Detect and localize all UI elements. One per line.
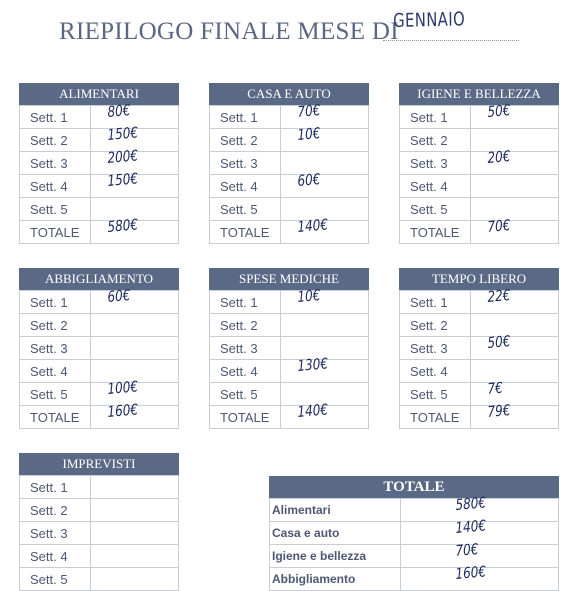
- table-row: [20, 383, 179, 406]
- week-table: [19, 475, 179, 591]
- row-value: 60€: [297, 170, 321, 190]
- total-label: TOTALE: [210, 406, 281, 429]
- total-value-cell[interactable]: [471, 401, 559, 429]
- total-value: 70€: [487, 216, 511, 236]
- row-label: Sett. 5: [400, 383, 471, 406]
- row-value-cell[interactable]: [281, 124, 369, 152]
- row-label: Sett. 3: [400, 337, 471, 360]
- block-casa-auto: [209, 83, 369, 244]
- table-row: [210, 152, 369, 175]
- total-label: TOTALE: [400, 221, 471, 244]
- table-row: [20, 129, 179, 152]
- row-value: 10€: [297, 124, 321, 144]
- table-row: [20, 106, 179, 129]
- row-label: Sett. 2: [400, 314, 471, 337]
- row-label: Sett. 5: [210, 198, 281, 221]
- table-row: [400, 360, 559, 383]
- row-label: Sett. 1: [400, 291, 471, 314]
- block-title: ABBIGLIAMENTO: [19, 268, 179, 290]
- total-value-cell[interactable]: [91, 215, 179, 244]
- summary-totale: [269, 476, 559, 591]
- row-value-cell[interactable]: [471, 147, 559, 175]
- summary-label: Abbigliamento: [270, 568, 401, 591]
- row-value-cell[interactable]: [91, 545, 179, 568]
- table-row: [210, 337, 369, 360]
- row-value: 50€: [487, 101, 511, 121]
- total-value: 79€: [487, 401, 511, 421]
- total-label: TOTALE: [20, 406, 91, 429]
- row-label: Sett. 1: [210, 106, 281, 129]
- week-table: [399, 286, 559, 429]
- total-label: TOTALE: [400, 406, 471, 429]
- row-value: 60€: [107, 286, 131, 306]
- row-label: Sett. 4: [400, 360, 471, 383]
- total-label: TOTALE: [210, 221, 281, 244]
- block-title: IMPREVISTI: [19, 453, 179, 475]
- table-row: [210, 129, 369, 152]
- total-value-cell[interactable]: [281, 400, 369, 429]
- row-value: 80€: [107, 101, 131, 121]
- row-value-cell[interactable]: [281, 314, 369, 337]
- block-title: TEMPO LIBERO: [399, 268, 559, 290]
- summary-label: Alimentari: [270, 499, 401, 522]
- row-value-cell[interactable]: [91, 522, 179, 545]
- table-row: [20, 152, 179, 175]
- summary-table: [269, 493, 559, 591]
- row-value-cell[interactable]: [471, 332, 559, 360]
- summary-title: TOTALE: [269, 476, 559, 498]
- table-row: [20, 360, 179, 383]
- row-value: 100€: [107, 377, 139, 398]
- block-title: ALIMENTARI: [19, 83, 179, 105]
- row-value-cell[interactable]: [91, 286, 179, 314]
- block-title: SPESE MEDICHE: [209, 268, 369, 290]
- week-table: [19, 286, 179, 429]
- row-label: Sett. 4: [400, 175, 471, 198]
- row-label: Sett. 2: [210, 129, 281, 152]
- table-row: [20, 522, 179, 545]
- row-value: 200€: [107, 146, 139, 167]
- table-row: [20, 499, 179, 522]
- block-igiene-bellezza: [399, 83, 559, 244]
- row-label: Sett. 5: [210, 383, 281, 406]
- summary-label: Casa e auto: [270, 522, 401, 545]
- summary-value-cell[interactable]: [401, 562, 559, 591]
- row-value-cell[interactable]: [281, 170, 369, 198]
- table-row: [20, 291, 179, 314]
- table-row: [20, 198, 179, 221]
- row-label: Sett. 2: [20, 129, 91, 152]
- row-value-cell[interactable]: [471, 314, 559, 337]
- total-label: TOTALE: [20, 221, 91, 244]
- row-label: Sett. 2: [20, 314, 91, 337]
- row-value-cell[interactable]: [91, 499, 179, 522]
- table-row: [210, 291, 369, 314]
- row-label: Sett. 4: [20, 360, 91, 383]
- row-value: 7€: [487, 378, 504, 398]
- row-value-cell[interactable]: [281, 354, 369, 383]
- table-row: [210, 360, 369, 383]
- summary-row: [270, 499, 559, 522]
- block-title: IGIENE E BELLEZZA: [399, 83, 559, 105]
- total-row: [400, 406, 559, 429]
- summary-value: 70€: [455, 540, 479, 560]
- row-value: 20€: [487, 147, 511, 167]
- row-label: Sett. 1: [20, 291, 91, 314]
- row-value: 130€: [297, 354, 329, 375]
- row-value: 150€: [107, 123, 139, 144]
- row-label: Sett. 3: [210, 152, 281, 175]
- total-row: [400, 221, 559, 244]
- table-row: [20, 314, 179, 337]
- total-row: [20, 221, 179, 244]
- table-row: [20, 568, 179, 591]
- row-label: Sett. 3: [20, 337, 91, 360]
- row-value-cell[interactable]: [471, 286, 559, 314]
- row-value-cell[interactable]: [281, 101, 369, 129]
- row-value: 70€: [297, 101, 321, 121]
- total-value-cell[interactable]: [471, 216, 559, 244]
- row-value: 10€: [297, 286, 321, 306]
- row-value-cell[interactable]: [91, 169, 179, 198]
- row-value: 22€: [487, 286, 511, 306]
- row-value: 50€: [487, 332, 511, 352]
- table-row: [20, 175, 179, 198]
- row-value-cell[interactable]: [91, 314, 179, 337]
- summary-label: Igiene e bellezza: [270, 545, 401, 568]
- summary-row: [270, 522, 559, 545]
- table-row: [400, 106, 559, 129]
- total-row: [210, 406, 369, 429]
- block-imprevisti: [19, 453, 179, 591]
- row-label: Sett. 4: [210, 175, 281, 198]
- row-value-cell[interactable]: [471, 378, 559, 406]
- row-label: Sett. 5: [20, 198, 91, 221]
- row-value-cell[interactable]: [91, 337, 179, 360]
- total-value: 140€: [297, 400, 329, 421]
- total-value-cell[interactable]: [91, 400, 179, 429]
- block-alimentari: [19, 83, 179, 244]
- row-label: Sett. 3: [20, 152, 91, 175]
- total-row: [20, 406, 179, 429]
- row-value-cell[interactable]: [471, 175, 559, 198]
- row-label: Sett. 4: [210, 360, 281, 383]
- summary-value: 140€: [455, 516, 487, 537]
- row-value-cell[interactable]: [471, 198, 559, 221]
- block-title: CASA E AUTO: [209, 83, 369, 105]
- row-label: Sett. 1: [20, 106, 91, 129]
- table-row: [400, 198, 559, 221]
- total-row: [210, 221, 369, 244]
- row-label: Sett. 1: [210, 291, 281, 314]
- table-row: [210, 106, 369, 129]
- summary-value: 160€: [455, 562, 487, 583]
- row-label: Sett. 1: [400, 106, 471, 129]
- summary-value: 580€: [455, 493, 487, 514]
- row-value-cell[interactable]: [91, 476, 179, 499]
- row-value-cell[interactable]: [91, 568, 179, 591]
- total-value: 140€: [297, 215, 329, 236]
- row-value-cell[interactable]: [281, 152, 369, 175]
- total-value: 580€: [107, 215, 139, 236]
- total-value: 160€: [107, 400, 139, 421]
- table-row: [210, 175, 369, 198]
- row-value-cell[interactable]: [281, 286, 369, 314]
- week-table: [19, 101, 179, 244]
- summary-row: [270, 568, 559, 591]
- row-label: Sett. 2: [400, 129, 471, 152]
- row-label: Sett. 2: [20, 499, 91, 522]
- table-row: [210, 383, 369, 406]
- table-row: [20, 545, 179, 568]
- week-table: [209, 101, 369, 244]
- block-tempo-libero: [399, 268, 559, 429]
- row-value-cell[interactable]: [471, 360, 559, 383]
- table-row: [400, 337, 559, 360]
- row-value-cell[interactable]: [471, 101, 559, 129]
- table-row: [400, 291, 559, 314]
- row-value-cell[interactable]: [471, 129, 559, 152]
- block-spese-mediche: [209, 268, 369, 429]
- table-row: [210, 198, 369, 221]
- row-label: Sett. 3: [400, 152, 471, 175]
- summary-value-cell[interactable]: [401, 516, 559, 545]
- row-label: Sett. 5: [400, 198, 471, 221]
- block-abbigliamento: [19, 268, 179, 429]
- row-label: Sett. 3: [20, 522, 91, 545]
- row-value: 150€: [107, 169, 139, 190]
- row-label: Sett. 5: [20, 568, 91, 591]
- week-table: [209, 286, 369, 429]
- summary-row: [270, 545, 559, 568]
- table-row: [400, 383, 559, 406]
- table-row: [20, 476, 179, 499]
- month-underline: [383, 40, 519, 41]
- row-label: Sett. 4: [20, 175, 91, 198]
- page-title: RIEPILOGO FINALE MESE DI: [59, 18, 399, 45]
- table-row: [400, 129, 559, 152]
- month-value: GENNAIO: [393, 8, 466, 32]
- table-row: [400, 175, 559, 198]
- row-label: Sett. 3: [210, 337, 281, 360]
- table-row: [20, 337, 179, 360]
- total-value-cell[interactable]: [281, 215, 369, 244]
- row-label: Sett. 2: [210, 314, 281, 337]
- page-header: [0, 0, 580, 60]
- week-table: [399, 101, 559, 244]
- table-row: [210, 314, 369, 337]
- row-label: Sett. 5: [20, 383, 91, 406]
- row-label: Sett. 1: [20, 476, 91, 499]
- table-row: [400, 152, 559, 175]
- table-row: [400, 314, 559, 337]
- row-label: Sett. 4: [20, 545, 91, 568]
